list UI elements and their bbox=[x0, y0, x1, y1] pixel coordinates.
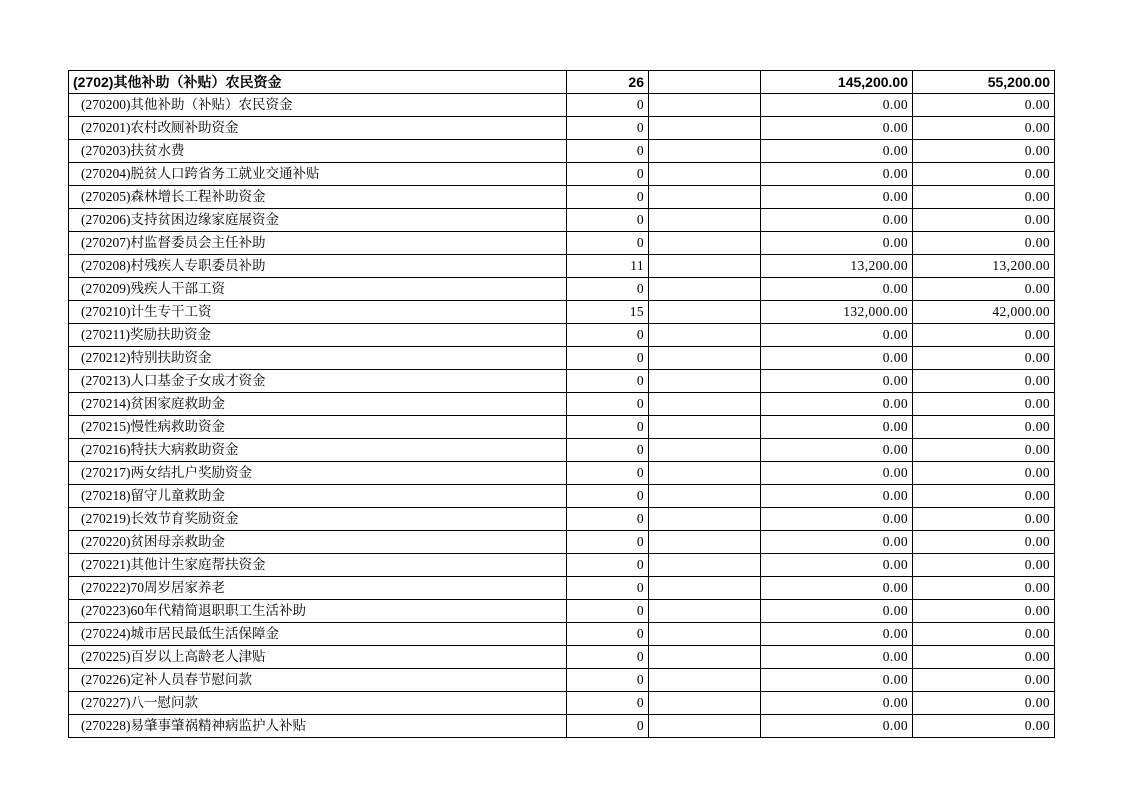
table-row bbox=[69, 577, 1055, 600]
row-quantity: 0 bbox=[567, 715, 649, 738]
row-item-name: (270223)60年代精简退职职工生活补助 bbox=[69, 600, 567, 623]
row-amount-b: 0.00 bbox=[913, 324, 1055, 347]
row-spacer-cell bbox=[649, 232, 761, 255]
header-quantity: 26 bbox=[567, 71, 649, 94]
row-item-name: (270212)特别扶助资金 bbox=[69, 347, 567, 370]
row-quantity: 11 bbox=[567, 255, 649, 278]
table-row bbox=[69, 163, 1055, 186]
row-amount-a: 0.00 bbox=[761, 94, 913, 117]
table-row bbox=[69, 209, 1055, 232]
table-row bbox=[69, 370, 1055, 393]
row-quantity: 0 bbox=[567, 117, 649, 140]
table-row bbox=[69, 692, 1055, 715]
row-item-name: (270206)支持贫困边缘家庭展资金 bbox=[69, 209, 567, 232]
row-quantity: 0 bbox=[567, 669, 649, 692]
row-amount-a: 0.00 bbox=[761, 531, 913, 554]
row-item-name: (270211)奖励扶助资金 bbox=[69, 324, 567, 347]
row-spacer-cell bbox=[649, 554, 761, 577]
row-item-name: (270226)定补人员春节慰问款 bbox=[69, 669, 567, 692]
row-spacer-cell bbox=[649, 531, 761, 554]
row-spacer-cell bbox=[649, 255, 761, 278]
row-item-name: (270200)其他补助（补贴）农民资金 bbox=[69, 94, 567, 117]
table-row bbox=[69, 600, 1055, 623]
row-quantity: 0 bbox=[567, 94, 649, 117]
row-quantity: 0 bbox=[567, 163, 649, 186]
row-amount-a: 0.00 bbox=[761, 232, 913, 255]
row-quantity: 0 bbox=[567, 370, 649, 393]
table-row bbox=[69, 646, 1055, 669]
row-amount-a: 0.00 bbox=[761, 140, 913, 163]
row-item-name: (270221)其他计生家庭帮扶资金 bbox=[69, 554, 567, 577]
table-row bbox=[69, 508, 1055, 531]
row-spacer-cell bbox=[649, 94, 761, 117]
row-amount-b: 0.00 bbox=[913, 577, 1055, 600]
row-spacer-cell bbox=[649, 577, 761, 600]
row-spacer-cell bbox=[649, 462, 761, 485]
row-quantity: 0 bbox=[567, 554, 649, 577]
row-item-name: (270214)贫困家庭救助金 bbox=[69, 393, 567, 416]
row-amount-a: 0.00 bbox=[761, 577, 913, 600]
header-spacer-cell bbox=[649, 71, 761, 94]
row-spacer-cell bbox=[649, 416, 761, 439]
row-spacer-cell bbox=[649, 692, 761, 715]
row-item-name: (270217)两女结扎户奖励资金 bbox=[69, 462, 567, 485]
row-quantity: 0 bbox=[567, 140, 649, 163]
header-category-name: (2702)其他补助（补贴）农民资金 bbox=[69, 71, 567, 94]
row-quantity: 0 bbox=[567, 416, 649, 439]
row-spacer-cell bbox=[649, 600, 761, 623]
row-amount-b: 0.00 bbox=[913, 416, 1055, 439]
row-item-name: (270203)扶贫水费 bbox=[69, 140, 567, 163]
row-amount-a: 0.00 bbox=[761, 278, 913, 301]
row-spacer-cell bbox=[649, 324, 761, 347]
table-row bbox=[69, 140, 1055, 163]
row-amount-a: 0.00 bbox=[761, 370, 913, 393]
row-amount-b: 0.00 bbox=[913, 646, 1055, 669]
row-quantity: 0 bbox=[567, 324, 649, 347]
row-amount-a: 13,200.00 bbox=[761, 255, 913, 278]
row-amount-b: 0.00 bbox=[913, 623, 1055, 646]
row-quantity: 0 bbox=[567, 278, 649, 301]
row-amount-a: 0.00 bbox=[761, 439, 913, 462]
row-amount-a: 0.00 bbox=[761, 600, 913, 623]
row-item-name: (270216)特扶大病救助资金 bbox=[69, 439, 567, 462]
row-amount-a: 0.00 bbox=[761, 692, 913, 715]
row-quantity: 0 bbox=[567, 347, 649, 370]
row-quantity: 0 bbox=[567, 623, 649, 646]
row-amount-b: 0.00 bbox=[913, 669, 1055, 692]
row-amount-a: 0.00 bbox=[761, 715, 913, 738]
row-amount-b: 13,200.00 bbox=[913, 255, 1055, 278]
row-spacer-cell bbox=[649, 347, 761, 370]
row-amount-b: 0.00 bbox=[913, 117, 1055, 140]
row-spacer-cell bbox=[649, 209, 761, 232]
row-spacer-cell bbox=[649, 623, 761, 646]
row-quantity: 0 bbox=[567, 209, 649, 232]
row-amount-a: 0.00 bbox=[761, 117, 913, 140]
row-amount-a: 0.00 bbox=[761, 163, 913, 186]
row-amount-b: 0.00 bbox=[913, 163, 1055, 186]
row-spacer-cell bbox=[649, 508, 761, 531]
row-quantity: 0 bbox=[567, 692, 649, 715]
financial-table-container bbox=[68, 70, 1054, 738]
row-item-name: (270222)70周岁居家养老 bbox=[69, 577, 567, 600]
row-item-name: (270215)慢性病救助资金 bbox=[69, 416, 567, 439]
row-quantity: 0 bbox=[567, 393, 649, 416]
row-quantity: 0 bbox=[567, 462, 649, 485]
row-quantity: 0 bbox=[567, 531, 649, 554]
row-amount-b: 0.00 bbox=[913, 439, 1055, 462]
row-spacer-cell bbox=[649, 278, 761, 301]
row-quantity: 0 bbox=[567, 232, 649, 255]
row-amount-a: 0.00 bbox=[761, 646, 913, 669]
row-item-name: (270224)城市居民最低生活保障金 bbox=[69, 623, 567, 646]
row-item-name: (270207)村监督委员会主任补助 bbox=[69, 232, 567, 255]
row-spacer-cell bbox=[649, 163, 761, 186]
row-item-name: (270205)森林增长工程补助资金 bbox=[69, 186, 567, 209]
row-amount-a: 0.00 bbox=[761, 508, 913, 531]
table-row bbox=[69, 439, 1055, 462]
row-amount-a: 0.00 bbox=[761, 554, 913, 577]
row-spacer-cell bbox=[649, 393, 761, 416]
row-quantity: 0 bbox=[567, 485, 649, 508]
row-amount-a: 0.00 bbox=[761, 669, 913, 692]
row-item-name: (270227)八一慰问款 bbox=[69, 692, 567, 715]
table-row bbox=[69, 255, 1055, 278]
table-row bbox=[69, 278, 1055, 301]
row-amount-b: 0.00 bbox=[913, 278, 1055, 301]
table-row bbox=[69, 94, 1055, 117]
row-item-name: (270213)人口基金子女成才资金 bbox=[69, 370, 567, 393]
header-amount-a: 145,200.00 bbox=[761, 71, 913, 94]
row-spacer-cell bbox=[649, 439, 761, 462]
table-row bbox=[69, 393, 1055, 416]
row-amount-b: 0.00 bbox=[913, 140, 1055, 163]
row-spacer-cell bbox=[649, 140, 761, 163]
row-quantity: 0 bbox=[567, 186, 649, 209]
table-row bbox=[69, 554, 1055, 577]
row-item-name: (270208)村残疾人专职委员补助 bbox=[69, 255, 567, 278]
table-row bbox=[69, 347, 1055, 370]
row-item-name: (270225)百岁以上高龄老人津贴 bbox=[69, 646, 567, 669]
row-quantity: 15 bbox=[567, 301, 649, 324]
row-spacer-cell bbox=[649, 117, 761, 140]
row-item-name: (270210)计生专干工资 bbox=[69, 301, 567, 324]
row-spacer-cell bbox=[649, 301, 761, 324]
row-spacer-cell bbox=[649, 370, 761, 393]
row-amount-a: 0.00 bbox=[761, 209, 913, 232]
row-item-name: (270204)脱贫人口跨省务工就业交通补贴 bbox=[69, 163, 567, 186]
row-amount-b: 0.00 bbox=[913, 370, 1055, 393]
row-amount-a: 0.00 bbox=[761, 186, 913, 209]
row-item-name: (270220)贫困母亲救助金 bbox=[69, 531, 567, 554]
row-amount-a: 0.00 bbox=[761, 324, 913, 347]
row-amount-b: 0.00 bbox=[913, 209, 1055, 232]
row-amount-b: 0.00 bbox=[913, 186, 1055, 209]
row-spacer-cell bbox=[649, 669, 761, 692]
row-amount-a: 0.00 bbox=[761, 416, 913, 439]
row-quantity: 0 bbox=[567, 600, 649, 623]
row-item-name: (270218)留守儿童救助金 bbox=[69, 485, 567, 508]
row-quantity: 0 bbox=[567, 646, 649, 669]
table-row bbox=[69, 462, 1055, 485]
table-row bbox=[69, 416, 1055, 439]
row-item-name: (270219)长效节育奖励资金 bbox=[69, 508, 567, 531]
financial-table bbox=[68, 70, 1055, 738]
row-amount-b: 0.00 bbox=[913, 692, 1055, 715]
row-spacer-cell bbox=[649, 646, 761, 669]
row-amount-b: 0.00 bbox=[913, 508, 1055, 531]
row-amount-a: 0.00 bbox=[761, 347, 913, 370]
row-spacer-cell bbox=[649, 485, 761, 508]
row-quantity: 0 bbox=[567, 439, 649, 462]
table-row bbox=[69, 531, 1055, 554]
table-row bbox=[69, 669, 1055, 692]
row-amount-b: 42,000.00 bbox=[913, 301, 1055, 324]
row-item-name: (270201)农村改厕补助资金 bbox=[69, 117, 567, 140]
table-row bbox=[69, 301, 1055, 324]
row-quantity: 0 bbox=[567, 577, 649, 600]
table-row bbox=[69, 186, 1055, 209]
row-amount-a: 132,000.00 bbox=[761, 301, 913, 324]
table-row bbox=[69, 117, 1055, 140]
row-amount-a: 0.00 bbox=[761, 393, 913, 416]
row-amount-b: 0.00 bbox=[913, 94, 1055, 117]
table-row bbox=[69, 232, 1055, 255]
table-row bbox=[69, 324, 1055, 347]
row-item-name: (270209)残疾人干部工资 bbox=[69, 278, 567, 301]
row-amount-b: 0.00 bbox=[913, 347, 1055, 370]
row-quantity: 0 bbox=[567, 508, 649, 531]
row-amount-b: 0.00 bbox=[913, 462, 1055, 485]
row-amount-b: 0.00 bbox=[913, 232, 1055, 255]
row-amount-b: 0.00 bbox=[913, 485, 1055, 508]
table-row bbox=[69, 623, 1055, 646]
row-amount-b: 0.00 bbox=[913, 531, 1055, 554]
table-row bbox=[69, 715, 1055, 738]
header-amount-b: 55,200.00 bbox=[913, 71, 1055, 94]
row-spacer-cell bbox=[649, 715, 761, 738]
row-spacer-cell bbox=[649, 186, 761, 209]
row-amount-b: 0.00 bbox=[913, 600, 1055, 623]
table-body bbox=[69, 71, 1055, 738]
row-amount-b: 0.00 bbox=[913, 393, 1055, 416]
row-amount-b: 0.00 bbox=[913, 554, 1055, 577]
table-header-row bbox=[69, 71, 1055, 94]
table-row bbox=[69, 485, 1055, 508]
row-amount-a: 0.00 bbox=[761, 623, 913, 646]
row-amount-a: 0.00 bbox=[761, 485, 913, 508]
row-amount-b: 0.00 bbox=[913, 715, 1055, 738]
row-item-name: (270228)易肇事肇祸精神病监护人补贴 bbox=[69, 715, 567, 738]
row-amount-a: 0.00 bbox=[761, 462, 913, 485]
